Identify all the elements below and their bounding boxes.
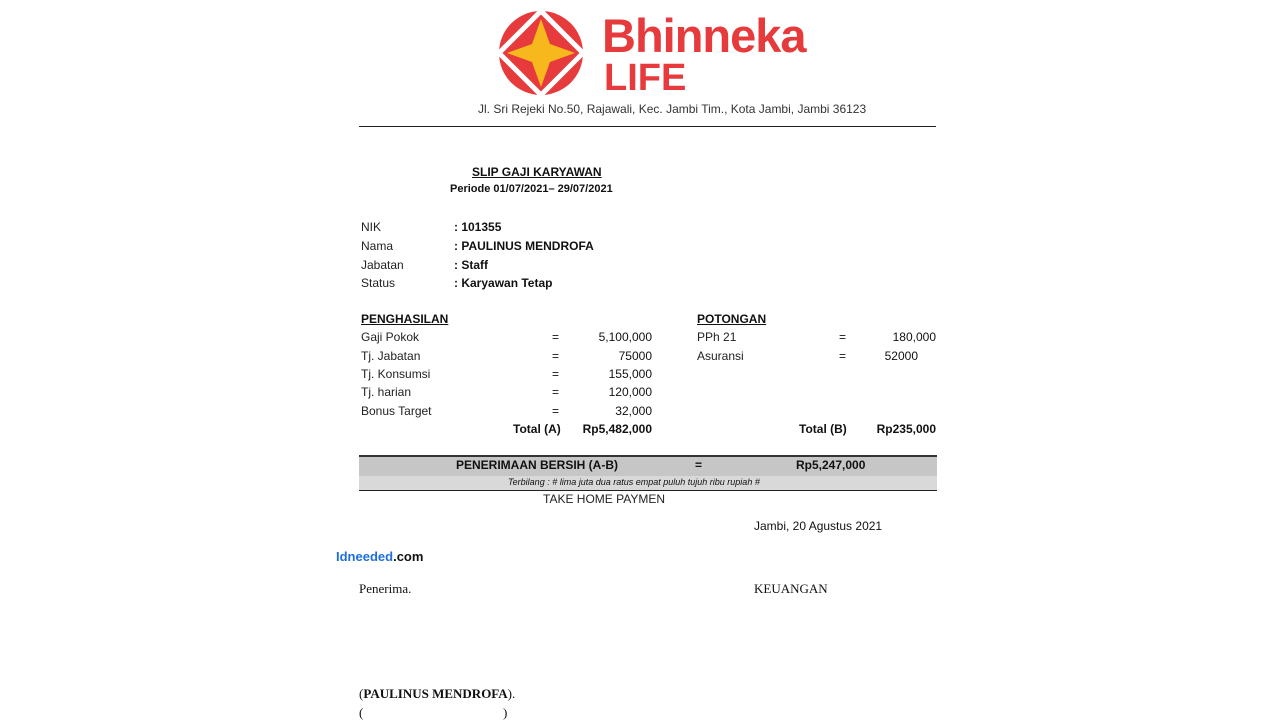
income-label: Bonus Target [361, 404, 432, 418]
income-value: 75000 [618, 349, 652, 363]
deduction-eq: = [839, 349, 847, 363]
blank-signature-close: ) [503, 705, 508, 720]
brand-sub: LIFE [604, 57, 687, 99]
deduction-value: 180,000 [892, 330, 936, 344]
deductions-heading: POTONGAN [697, 312, 767, 326]
employee-label-status: Status [361, 276, 396, 290]
finance-label: KEUANGAN [754, 581, 828, 596]
deduction-value: 52000 [884, 349, 918, 363]
brand-name: Bhinneka [602, 9, 806, 62]
deduction-label: PPh 21 [697, 330, 737, 344]
amount-in-words: Terbilang : # lima juta dua ratus empat puluh tujuh ribu rupiah # [508, 477, 760, 487]
watermark-part-b: .com [393, 549, 424, 564]
watermark-part-a: Idneeded [336, 549, 394, 564]
income-label: Tj. Konsumsi [361, 367, 431, 381]
employee-value-status: : Karyawan Tetap [454, 276, 553, 290]
net-pay-label: PENERIMAAN BERSIH (A-B) [456, 458, 618, 472]
income-label: Tj. Jabatan [361, 349, 421, 363]
income-label: Gaji Pokok [361, 330, 420, 344]
watermark [336, 549, 423, 564]
blank-signature-open: ( [359, 705, 364, 720]
income-label: Tj. harian [361, 385, 412, 399]
take-home-label: TAKE HOME PAYMEN [543, 492, 666, 506]
receiver-label: Penerima. [359, 581, 412, 596]
income-eq: = [552, 385, 560, 399]
deductions-total-label: Total (B) [799, 422, 847, 436]
deductions-total-value: Rp235,000 [876, 422, 936, 436]
signature-name-text: PAULINUS MENDROFA [363, 686, 508, 701]
employee-value-nik: : 101355 [454, 220, 502, 234]
income-eq: = [552, 349, 560, 363]
income-value: 155,000 [608, 367, 652, 381]
slip-title: SLIP GAJI KARYAWAN [472, 165, 602, 179]
company-address: Jl. Sri Rejeki No.50, Rajawali, Kec. Jambi Tim., Kota Jambi, Jambi 36123 [478, 102, 867, 116]
income-value: 120,000 [608, 385, 652, 399]
place-date: Jambi, 20 Agustus 2021 [754, 519, 883, 533]
employee-label-nama: Nama [361, 239, 394, 253]
income-total-value: Rp5,482,000 [582, 422, 652, 436]
income-eq: = [552, 367, 560, 381]
net-pay-eq: = [695, 458, 703, 472]
employee-label-jabatan: Jabatan [361, 258, 404, 272]
bhinneka-logo-icon [498, 10, 584, 96]
income-heading: PENGHASILAN [361, 312, 449, 326]
income-total-label: Total (A) [513, 422, 561, 436]
net-pay-value: Rp5,247,000 [796, 458, 866, 472]
header-divider [359, 126, 936, 127]
employee-label-nik: NIK [361, 220, 382, 234]
employee-value-jabatan: : Staff [454, 258, 488, 272]
income-value: 5,100,000 [598, 330, 652, 344]
signature-close: ). [507, 686, 516, 701]
income-value: 32,000 [615, 404, 652, 418]
employee-value-nama: : PAULINUS MENDROFA [454, 239, 594, 253]
deduction-label: Asuransi [697, 349, 744, 363]
income-eq: = [552, 404, 560, 418]
signature-open: ( [359, 686, 364, 701]
signature-name [359, 686, 515, 702]
income-eq: = [552, 330, 560, 344]
slip-period: Periode 01/07/2021– 29/07/2021 [450, 183, 613, 195]
deduction-eq: = [839, 330, 847, 344]
